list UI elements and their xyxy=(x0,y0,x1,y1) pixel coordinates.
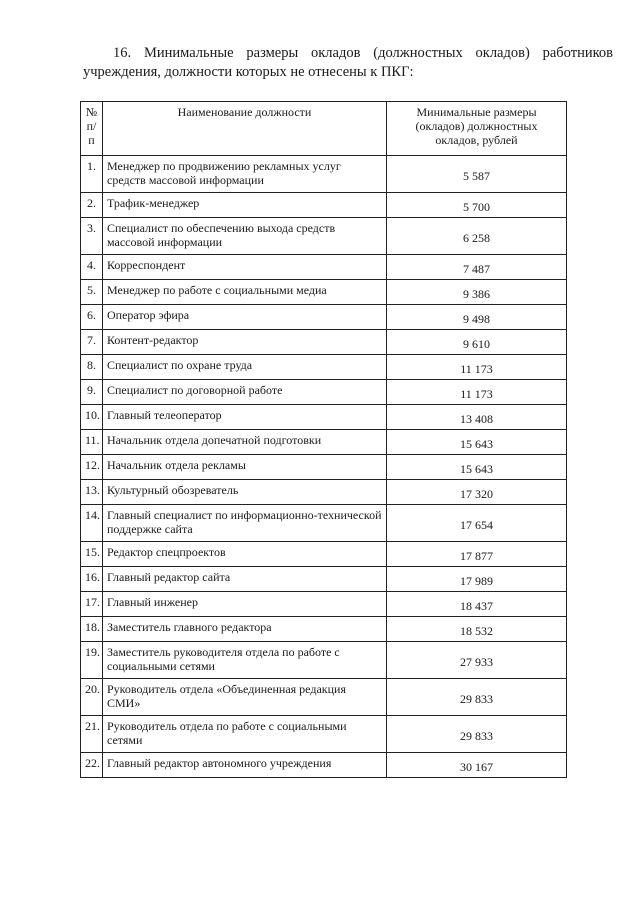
cell-salary: 7 487 xyxy=(387,255,567,280)
cell-salary: 27 933 xyxy=(387,642,567,679)
table-row xyxy=(81,567,567,592)
table-row xyxy=(81,280,567,305)
cell-salary: 11 173 xyxy=(387,380,567,405)
table-row xyxy=(81,542,567,567)
cell-salary: 9 386 xyxy=(387,280,567,305)
table-row xyxy=(81,455,567,480)
cell-position: Культурный обозреватель xyxy=(103,480,387,505)
cell-num: 21. xyxy=(81,716,103,753)
header-position: Наименование должности xyxy=(103,102,387,156)
header-number: № п/п xyxy=(81,102,103,156)
cell-num: 2. xyxy=(81,193,103,218)
cell-position: Специалист по обеспечению выхода средств массовой информации xyxy=(103,218,387,255)
cell-position: Заместитель главного редактора xyxy=(103,617,387,642)
cell-position: Редактор спецпроектов xyxy=(103,542,387,567)
cell-num: 3. xyxy=(81,218,103,255)
cell-position: Специалист по договорной работе xyxy=(103,380,387,405)
cell-position: Трафик-менеджер xyxy=(103,193,387,218)
table-row xyxy=(81,330,567,355)
salary-table xyxy=(80,101,567,778)
cell-position: Начальник отдела допечатной подготовки xyxy=(103,430,387,455)
cell-salary: 11 173 xyxy=(387,355,567,380)
cell-salary: 15 643 xyxy=(387,455,567,480)
cell-num: 16. xyxy=(81,567,103,592)
cell-position: Главный инженер xyxy=(103,592,387,617)
cell-salary: 5 700 xyxy=(387,193,567,218)
cell-num: 13. xyxy=(81,480,103,505)
cell-position: Контент-редактор xyxy=(103,330,387,355)
cell-num: 7. xyxy=(81,330,103,355)
cell-salary: 15 643 xyxy=(387,430,567,455)
section-heading xyxy=(83,44,613,82)
table-row xyxy=(81,505,567,542)
cell-position: Корреспондент xyxy=(103,255,387,280)
table-row xyxy=(81,480,567,505)
cell-position: Начальник отдела рекламы xyxy=(103,455,387,480)
table-row xyxy=(81,156,567,193)
table-row xyxy=(81,716,567,753)
cell-num: 19. xyxy=(81,642,103,679)
cell-position: Руководитель отдела «Объединенная редакция СМИ» xyxy=(103,679,387,716)
table-row xyxy=(81,305,567,330)
cell-position: Оператор эфира xyxy=(103,305,387,330)
cell-salary: 17 320 xyxy=(387,480,567,505)
cell-salary: 30 167 xyxy=(387,753,567,778)
cell-num: 15. xyxy=(81,542,103,567)
cell-num: 12. xyxy=(81,455,103,480)
cell-salary: 17 877 xyxy=(387,542,567,567)
cell-salary: 29 833 xyxy=(387,679,567,716)
cell-num: 18. xyxy=(81,617,103,642)
cell-salary: 6 258 xyxy=(387,218,567,255)
cell-salary: 17 989 xyxy=(387,567,567,592)
cell-salary: 5 587 xyxy=(387,156,567,193)
cell-position: Руководитель отдела по работе с социальными сетями xyxy=(103,716,387,753)
header-salary: Минимальные размеры (окладов) должностных окладов, рублей xyxy=(387,102,567,156)
cell-num: 22. xyxy=(81,753,103,778)
table-row xyxy=(81,642,567,679)
table-header-row xyxy=(81,102,567,156)
cell-position: Заместитель руководителя отдела по работе с социальными сетями xyxy=(103,642,387,679)
cell-salary: 9 610 xyxy=(387,330,567,355)
section-number: 16. xyxy=(113,45,132,61)
cell-salary: 17 654 xyxy=(387,505,567,542)
table-row xyxy=(81,753,567,778)
cell-num: 8. xyxy=(81,355,103,380)
table-row xyxy=(81,679,567,716)
cell-salary: 18 532 xyxy=(387,617,567,642)
table-row xyxy=(81,592,567,617)
cell-position: Менеджер по работе с социальными медиа xyxy=(103,280,387,305)
table-row xyxy=(81,405,567,430)
cell-position: Менеджер по продвижению рекламных услуг средств массовой информации xyxy=(103,156,387,193)
cell-num: 20. xyxy=(81,679,103,716)
cell-num: 14. xyxy=(81,505,103,542)
cell-position: Главный редактор автономного учреждения xyxy=(103,753,387,778)
cell-salary: 13 408 xyxy=(387,405,567,430)
cell-position: Специалист по охране труда xyxy=(103,355,387,380)
table-row xyxy=(81,218,567,255)
cell-num: 4. xyxy=(81,255,103,280)
section-text: Минимальные размеры окладов (должностных окладов) работников учреждения, должности которых не отнесены к ПКГ: xyxy=(83,45,613,80)
cell-salary: 18 437 xyxy=(387,592,567,617)
cell-num: 1. xyxy=(81,156,103,193)
table-row xyxy=(81,617,567,642)
table-row xyxy=(81,255,567,280)
table-row xyxy=(81,430,567,455)
cell-position: Главный телеоператор xyxy=(103,405,387,430)
table-row xyxy=(81,380,567,405)
cell-num: 10. xyxy=(81,405,103,430)
cell-num: 11. xyxy=(81,430,103,455)
table-row xyxy=(81,193,567,218)
cell-salary: 29 833 xyxy=(387,716,567,753)
cell-num: 9. xyxy=(81,380,103,405)
cell-num: 17. xyxy=(81,592,103,617)
cell-salary: 9 498 xyxy=(387,305,567,330)
cell-num: 5. xyxy=(81,280,103,305)
cell-position: Главный специалист по информационно-технической поддержке сайта xyxy=(103,505,387,542)
cell-num: 6. xyxy=(81,305,103,330)
table-row xyxy=(81,355,567,380)
cell-position: Главный редактор сайта xyxy=(103,567,387,592)
